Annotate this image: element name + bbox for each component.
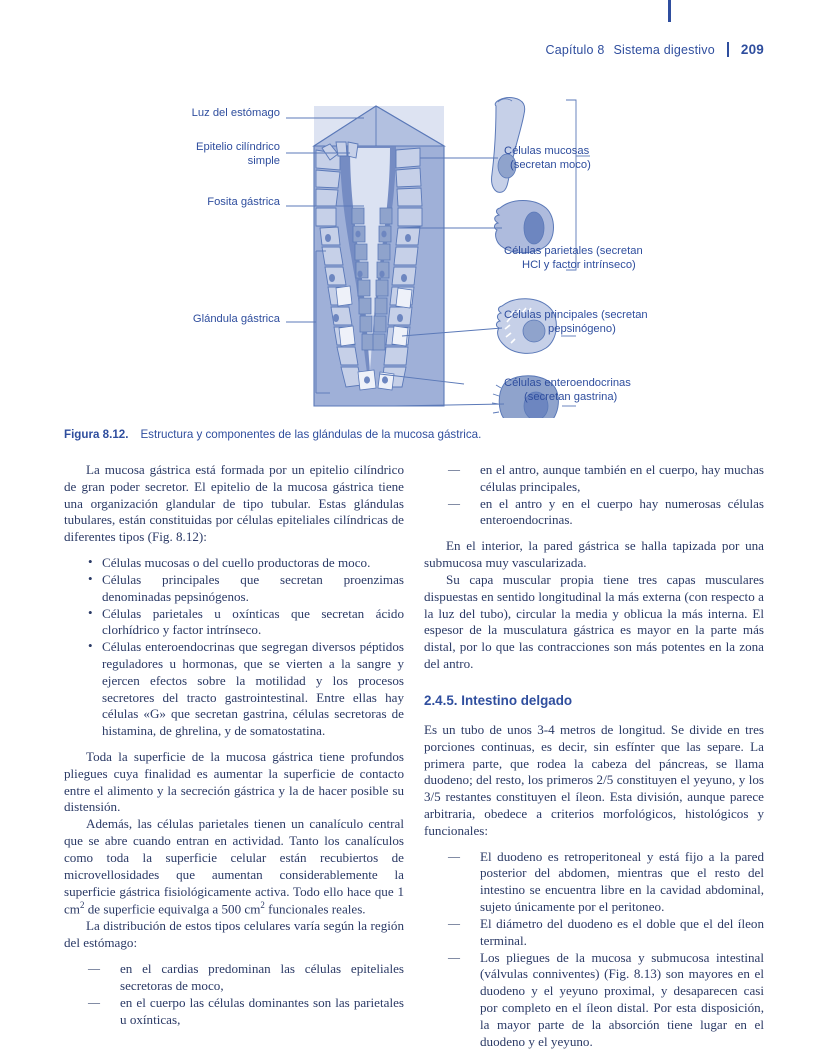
paragraph-submucosa: En el interior, la pared gástrica se halla tapizada por una submucosa muy vascularizada.: [424, 538, 764, 571]
bullet-list-cell-types: [64, 555, 404, 740]
figure-label-enteroendocrinas-line2: (secretan gastrina): [524, 391, 618, 404]
dash-list-regiones-cont: [424, 462, 764, 529]
figure-label-parietales-line1: Células parietales (secretan: [504, 245, 643, 257]
figure-label-fosita-gastrica: Fosita gástrica: [207, 196, 280, 208]
figure-caption: [64, 428, 764, 441]
body-column-right: [424, 462, 764, 1059]
dash-list-criterios: [424, 849, 764, 1051]
page-top-rule: [668, 0, 671, 22]
superscript-cm2-b: 2: [260, 900, 265, 911]
figure-label-enteroendocrinas-line1: Células enteroendocrinas: [504, 377, 631, 389]
figure-label-principales-line1: Células principales (secretan: [504, 309, 648, 321]
paragraph-distribucion: La distribución de estos tipos celulares varía según la región del estómago:: [64, 918, 404, 951]
figure-label-luz-estomago: Luz del estómago: [191, 107, 280, 119]
running-head-title: Sistema digestivo: [613, 42, 715, 57]
figure-label-epitelio-cilindrico: [58, 140, 280, 169]
paragraph-canaliculo-part2: de superficie equivalga a 500 cm: [84, 901, 261, 917]
paragraph-intestino-delgado: Es un tubo de unos 3-4 metros de longitud. Se divide en tres porciones continuas, es decir, sin esfínter que las separe. La primera parte, que rodea la cabeza del páncreas, se llama duodeno; del resto, los primeros 2/5 constituyen el yeyuno, y los 3/5 restantes constituyen el íleon. Esta división, aunque parece arbitraria, obedece a criterios morfológicos, histológicos y funcionales:: [424, 721, 764, 838]
figure-8-12: [64, 88, 764, 418]
paragraph-canaliculo-part3: funcionales reales.: [264, 901, 366, 917]
figure-label-glandula-gastrica: Glándula gástrica: [192, 313, 280, 325]
figure-label-celulas-mucosas: [504, 144, 704, 173]
list-item: • Células mucosas o del cuello productoras de moco.: [90, 555, 404, 572]
list-item: • Células parietales u oxínticas que secretan ácido clorhídrico y factor intrínseco.: [90, 606, 404, 640]
paragraph-mucosa-gastrica: La mucosa gástrica está formada por un epitelio cilíndrico de gran poder secretor. El epitelio de la mucosa gástrica tiene una organización glandular de tipo tubular. Estas glándulas tubulares, están constituidas por células epiteliales cilíndricas de diferentes tipos (Fig. 8.12):: [64, 462, 404, 545]
paragraph-canaliculo: [64, 816, 404, 918]
superscript-cm2-a: 2: [80, 900, 85, 911]
list-item: • Células enteroendocrinas que segregan diversos péptidos reguladores u hormonas, que se vierten a la sangre y ejercen efectos sobre la motilidad y los procesos secretores del tracto gastrointestinal. Entre ellas hay células «G» que secretan gastrina, células secretoras de histamina, de ghrelina, y de somatostatina.: [90, 639, 404, 740]
page-number: 209: [740, 42, 764, 57]
list-item: — en el antro y en el cuerpo hay numerosas células enteroendocrinas.: [464, 496, 764, 530]
figure-caption-number: Figura 8.12.: [64, 428, 129, 441]
paragraph-capa-muscular: Su capa muscular propia tiene tres capas musculares dispuestas en sentido longitudinal la más externa (con respecto a la luz del tubo), circular la media y oblicua la más interna. El espesor de la musculatura gástrica es mayor en la parte más distal, por lo que las contracciones son más potentes en la zona del antro.: [424, 571, 764, 671]
list-item: — El diámetro del duodeno es el doble que el del íleon terminal.: [464, 916, 764, 950]
running-head-divider: [727, 42, 729, 57]
paragraph-pliegues: Toda la superficie de la mucosa gástrica tiene profundos pliegues cuya finalidad es aumentar la superficie de contacto entre el alimento y la secreción gástrica y la de hacer posible su distensión.: [64, 749, 404, 815]
figure-label-parietales-line2: HCl y factor intrínseco): [522, 259, 636, 272]
list-item: — en el cuerpo las células dominantes son las parietales u oxínticas,: [104, 995, 404, 1029]
figure-label-principales-line2: pepsinógeno): [548, 323, 616, 336]
figure-label-mucosas-line2: (secretan moco): [510, 159, 591, 172]
list-item: — en el cardias predominan las células epiteliales secretoras de moco,: [104, 961, 404, 995]
figure-caption-text: Estructura y componentes de las glándulas de la mucosa gástrica.: [140, 428, 482, 441]
section-heading-intestino-delgado: 2.4.5. Intestino delgado: [424, 692, 573, 708]
figure-label-celulas-parietales: [504, 244, 716, 273]
list-item: • Células principales que secretan proenzimas denominadas pepsinógenos.: [90, 572, 404, 606]
dash-list-regiones: [64, 961, 404, 1028]
running-head-chapter: Capítulo 8: [545, 42, 605, 57]
running-head: [546, 42, 764, 57]
body-column-left: [64, 462, 404, 1037]
list-item: — en el antro, aunque también en el cuerpo, hay muchas células principales,: [464, 462, 764, 496]
figure-label-epitelio-line1: Epitelio cilíndrico: [196, 141, 280, 153]
figure-label-epitelio-line2: simple: [247, 155, 280, 168]
figure-label-celulas-principales: [504, 308, 718, 337]
paragraph-canaliculo-part1: Además, las células parietales tienen un canalículo central que se abre cuando entran en actividad. Tanto los canalículos como toda la superficie celular están recubiertos de microvellosidades que aumentan considerablemente la superficie gástrica fisiológicamente activa. Todo ello hace que 1 cm: [64, 816, 404, 917]
figure-label-celulas-enteroendocrinas: [504, 376, 710, 405]
figure-label-mucosas-line1: Células mucosas: [504, 145, 590, 157]
list-item: — El duodeno es retroperitoneal y está fijo a la pared posterior del abdomen, mientras que el resto del intestino se encuentra libre en la cavidad abdominal, sujeto únicamente por el peritoneo.: [464, 849, 764, 916]
list-item: — Los pliegues de la mucosa y submucosa intestinal (válvulas conniventes) (Fig. 8.13) son mayores en el duodeno y el yeyuno proximal, y desaparecen casi por completo en el íleon distal. Por esta disposición, la mayor parte de la absorción tiene lugar en el duodeno y el yeyuno.: [464, 950, 764, 1051]
